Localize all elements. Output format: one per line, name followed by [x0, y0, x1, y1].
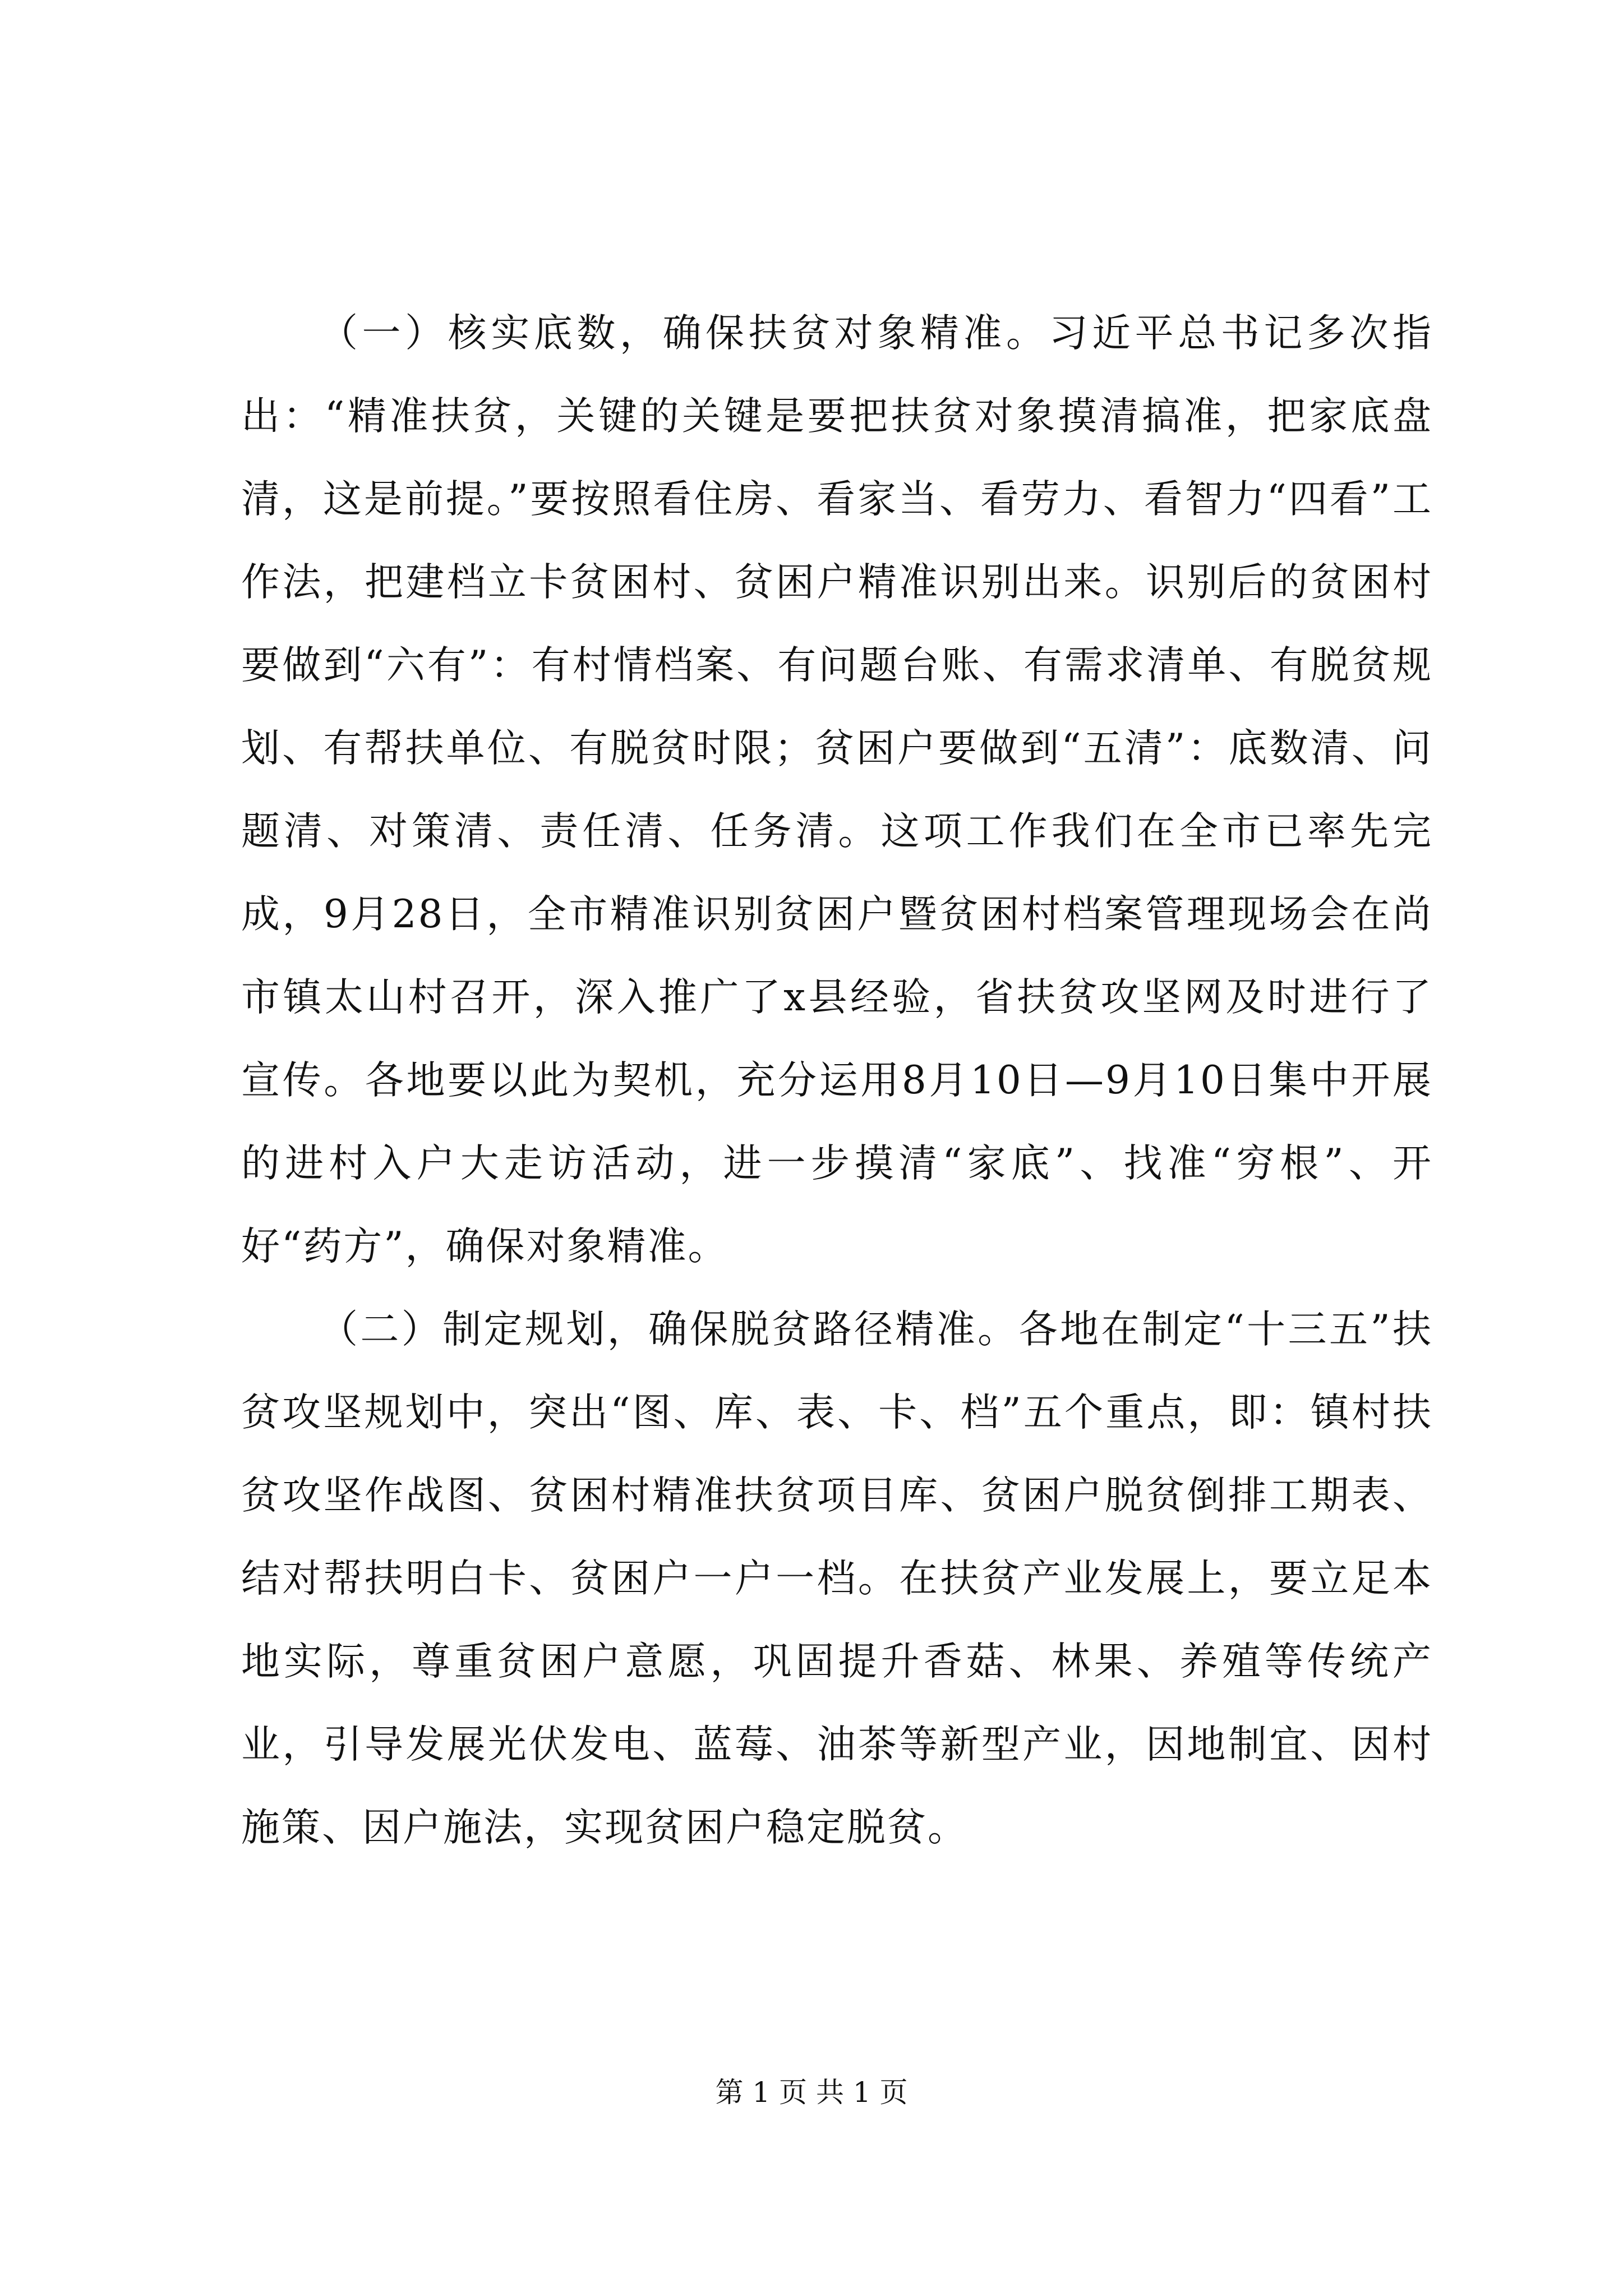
page-footer: 第 1 页 共 1 页: [715, 2076, 908, 2109]
paragraph-formulate-plan: （二）制定规划，确保脱贫路径精准。各地在制定“十三五”扶贫攻坚规划中，突出“图、库、表、卡、档”五个重点，即：镇村扶贫攻坚作战图、贫困村精准扶贫项目库、贫困户脱贫倒排工期表、结对帮扶明白卡、贫困户一户一档。在扶贫产业发展上，要立足本地实际，尊重贫困户意愿，巩固提升香菇、林果、养殖等传统产业，引导发展光伏发电、蓝莓、油茶等新型产业，因地制宜、因村施策、因户施法，实现贫困户稳定脱贫。: [241, 1307, 1433, 1850]
document-body: [241, 292, 1433, 1869]
paragraph-verify-base-numbers: （一）核实底数，确保扶贫对象精准。习近平总书记多次指出：“精准扶贫，关键的关键是要把扶贫对象摸清搞准，把家底盘清，这是前提。”要按照看住房、看家当、看劳力、看智力“四看”工作法，把建档立卡贫困村、贫困户精准识别出来。识别后的贫困村要做到“六有”：有村情档案、有问题台账、有需求清单、有脱贫规划、有帮扶单位、有脱贫时限；贫困户要做到“五清”：底数清、问题清、对策清、责任清、任务清。这项工作我们在全市已率先完成，9月28日，全市精准识别贫困户暨贫困村档案管理现场会在尚市镇太山村召开，深入推广了x县经验，省扶贫攻坚网及时进行了宣传。各地要以此为契机，充分运用8月10日—9月10日集中开展的进村入户大走访活动，进一步摸清“家底”、找准“穷根”、开好“药方”，确保对象精准。: [241, 311, 1433, 1269]
